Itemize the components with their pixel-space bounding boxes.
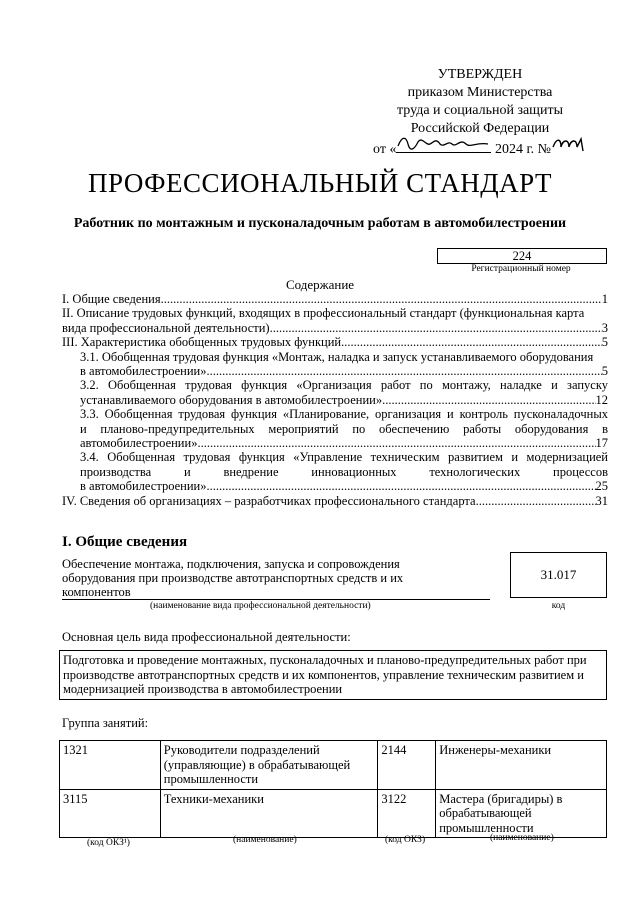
- approval-line-1: УТВЕРЖДЕН: [437, 67, 523, 82]
- toc-entry[interactable]: IV. Сведения об организациях – разработчиках профессионального стандарта ..... 31: [62, 494, 608, 508]
- approval-block: [360, 66, 600, 159]
- approval-line-2: приказом Министерства: [407, 85, 553, 100]
- document-title: ПРОФЕССИОНАЛЬНЫЙ СТАНДАРТ: [87, 168, 553, 198]
- toc-entry[interactable]: I. Общие сведения ..... 1: [62, 292, 608, 306]
- code-caption: код: [551, 601, 566, 611]
- okz-code-cell: 3115: [60, 789, 161, 838]
- toc-entry[interactable]: II. Описание трудовых функций, входящих в профессиональный стандарт (функциональная карта вида профессиональной деятельности) ..... 3: [62, 306, 608, 335]
- date-prefix: от «: [373, 142, 397, 157]
- okz-code-caption: (код ОКЗ¹): [87, 838, 130, 848]
- okz-name-caption: (наименование): [490, 833, 554, 843]
- activity-code-box: 31.017: [510, 552, 607, 598]
- activity-underline: [62, 599, 490, 600]
- activity-caption: (наименование вида профессиональной деятельности): [150, 601, 371, 611]
- okz-name-cell: Руководители подразделений (управляющие) в обрабатывающей промышленности: [160, 741, 378, 790]
- date-suffix: 2024 г. №: [494, 142, 551, 157]
- registration-number-box: 224: [437, 248, 607, 264]
- goal-label: Основная цель вида профессиональной деятельности:: [62, 630, 351, 644]
- okz-name-cell: Инженеры-механики: [436, 741, 607, 790]
- toc-entry[interactable]: 3.1. Обобщенная трудовая функция «Монтаж, наладка и запуск устанавливаемого оборудования в автомобилестроении» ..... 5: [62, 350, 608, 379]
- goal-text-box: Подготовка и проведение монтажных, пусконаладочных и планово-предупредительных работ при производстве автотранспортных средств и их компонентов, управление техническим развитием и модернизацией производства в автомобилестроении: [59, 650, 607, 700]
- occupation-group-label: Группа занятий:: [62, 716, 149, 730]
- toc-entry[interactable]: III. Характеристика обобщенных трудовых функций ..... 5: [62, 335, 608, 349]
- table-of-contents: [62, 292, 608, 508]
- okz-name-cell: Техники-механики: [160, 789, 378, 838]
- occupation-group-table: [59, 740, 607, 838]
- approval-line-3: труда и социальной защиты: [397, 103, 563, 118]
- registration-number-label: Регистрационный номер: [471, 264, 571, 274]
- okz-code-cell: 1321: [60, 741, 161, 790]
- toc-entry[interactable]: 3.2. Обобщенная трудовая функция «Организация работ по монтажу, наладке и запуску устанавливаемого оборудования в автомобилестроении» ..... 12: [62, 378, 608, 407]
- toc-title: Содержание: [285, 277, 355, 292]
- okz-name-caption: (наименование): [233, 835, 297, 845]
- toc-entry[interactable]: 3.3. Обобщенная трудовая функция «Планирование, организация и контроль пусконаладочных и планово-предупредительных мероприятий по обеспечению работы оборудования в автомобилестроении» ..... 17: [62, 407, 608, 450]
- okz-code-caption: (код ОКЗ): [385, 835, 426, 845]
- handwritten-date-signature: [396, 138, 491, 153]
- approval-line-4: Российской Федерации: [410, 121, 550, 136]
- toc-entry[interactable]: 3.4. Обобщенная трудовая функция «Управление техническим развитием и модернизацией производства и внедрение инновационных технологических процессов в автомобилестроении» ..... 25: [62, 450, 608, 493]
- approval-date-line: [360, 138, 600, 159]
- document-subtitle: Работник по монтажным и пусконаладочным работам в автомобилестроении: [73, 216, 567, 231]
- handwritten-number-signature: [551, 139, 587, 153]
- okz-code-cell: 2144: [378, 741, 436, 790]
- table-row: [60, 741, 607, 790]
- activity-type-name: Обеспечение монтажа, подключения, запуска и сопровождения оборудования при производстве автотранспортных средств и их компонентов: [62, 557, 404, 599]
- table-row: [60, 789, 607, 838]
- okz-name-cell: Мастера (бригадиры) в обрабатывающей промышленности: [436, 789, 607, 838]
- okz-code-cell: 3122: [378, 789, 436, 838]
- section-heading: I. Общие сведения: [62, 534, 188, 550]
